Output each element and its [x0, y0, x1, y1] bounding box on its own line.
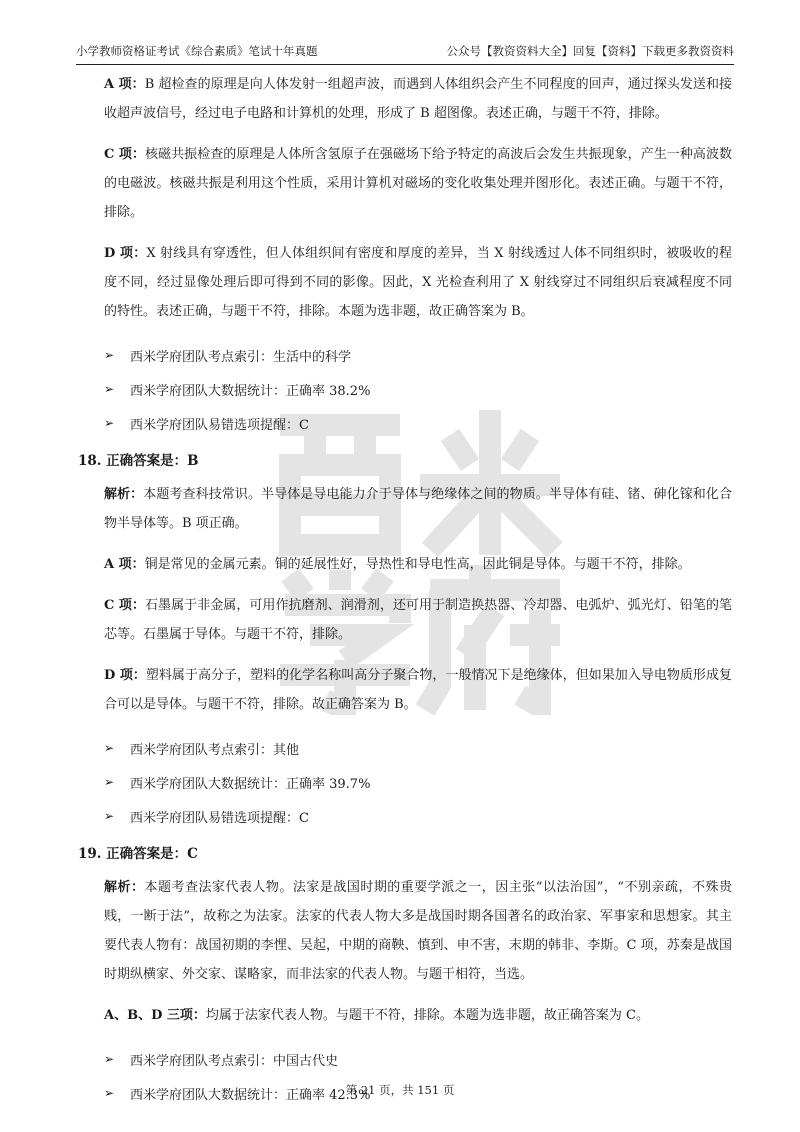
- page-number: 第 21 页，共 151 页: [345, 1083, 455, 1097]
- q19-option-abd: A、B、D 三项：均属于法家代表人物。与题干不符，排除。本题为选非题，故正确答案为 C。: [104, 1008, 649, 1023]
- q19-bullet-stats: ➢ 西米学府团队大数据统计：正确率 42.3%: [104, 1086, 371, 1103]
- header-left: 小学教师资格证考试《综合素质》笔试十年真题: [76, 44, 318, 58]
- arrow-bullet-icon: ➢: [104, 382, 115, 396]
- q18-option-c: C 项：石墨属于非金属，可用作抗磨剂、润滑剂，还可用于制造换热器、冷却器、电弧炉、弧光灯、铅笔的笔芯等。石墨属于导体。与题干不符，排除。: [104, 598, 732, 642]
- q17-bullet-warning: ➢ 西米学府团队易错选项提醒：C: [104, 416, 309, 433]
- q18-bullet-topic: ➢ 西米学府团队考点索引：其他: [104, 741, 300, 758]
- q18-heading: 18. 正确答案是：B: [78, 453, 199, 469]
- header-right: 公众号【教资资料大全】回复【资料】下载更多教资资料: [446, 44, 734, 58]
- arrow-bullet-icon: ➢: [104, 741, 115, 755]
- page-content: [78, 70, 733, 1110]
- q17-bullet-stats: ➢ 西米学府团队大数据统计：正确率 38.2%: [104, 382, 371, 399]
- arrow-bullet-icon: ➢: [104, 775, 115, 789]
- q18-analysis: 解析：本题考查科技常识。半导体是导电能力介于导体与绝缘体之间的物质。半导体有硅、锗、砷化镓和化合物半导体等。B 项正确。: [104, 487, 732, 531]
- q17-bullet-topic: ➢ 西米学府团队考点索引：生活中的科学: [104, 348, 352, 365]
- q18-bullet-warning: ➢ 西米学府团队易错选项提醒：C: [104, 809, 309, 826]
- q19-bullet-topic: ➢ 西米学府团队考点索引：中国古代史: [104, 1052, 339, 1069]
- arrow-bullet-icon: ➢: [104, 809, 115, 823]
- q18-bullet-stats: ➢ 西米学府团队大数据统计：正确率 39.7%: [104, 775, 371, 792]
- arrow-bullet-icon: ➢: [104, 416, 115, 430]
- q18-option-d: D 项：塑料属于高分子，塑料的化学名称叫高分子聚合物，一般情况下是绝缘体，但如果加入导电物质形成复合可以是导体。与题干不符，排除。故正确答案为 B。: [104, 668, 732, 712]
- arrow-bullet-icon: ➢: [104, 1086, 115, 1100]
- q17-option-a: A 项：B 超检查的原理是向人体发射一组超声波，而遇到人体组织会产生不同程度的回声，通过探头发送和接收超声波信号，经过电子电路和计算机的处理，形成了 B 超图像。表述正确，与题干不符，排除。: [104, 77, 733, 121]
- q19-heading: 19. 正确答案是：C: [78, 846, 198, 862]
- arrow-bullet-icon: ➢: [104, 348, 115, 362]
- q19-analysis: 解析：本题考查法家代表人物。法家是战国时期的重要学派之一，因主张“以法治国”，“不别亲疏，不殊贵贱，一断于法”，故称之为法家。法家的代表人物大多是战国时期各国著名的政治家、军事家和思想家。其主要代表人物有：战国初期的李悝、吴起，中期的商鞅、慎到、申不害，末期的韩非、李斯。C 项，苏秦是战国时期纵横家、外交家、谋略家，而非法家的代表人物。与题干相符，当选。: [104, 880, 732, 982]
- page-header: [76, 38, 734, 65]
- q17-option-d: D 项：X 射线具有穿透性，但人体组织间有密度和厚度的差异，当 X 射线透过人体不同组织时，被吸收的程度不同，经过显像处理后即可得到不同的影像。因此，X 光检查利用了 X 射线穿过不同组织后衰减程度不同的特性。表述正确，与题干不符，排除。本题为选非题，故正确答案为 B。: [104, 246, 732, 319]
- q17-option-c: C 项：核磁共振检查的原理是人体所含氢原子在强磁场下给予特定的高波后会发生共振现象，产生一种高波数的电磁波。核磁共振是利用这个性质，采用计算机对磁场的变化收集处理并图形化。表述正确。与题干不符，排除。: [104, 147, 732, 220]
- q18-option-a: A 项：铜是常见的金属元素。铜的延展性好，导热性和导电性高，因此铜是导体。与题干不符，排除。: [104, 557, 691, 572]
- arrow-bullet-icon: ➢: [104, 1052, 115, 1066]
